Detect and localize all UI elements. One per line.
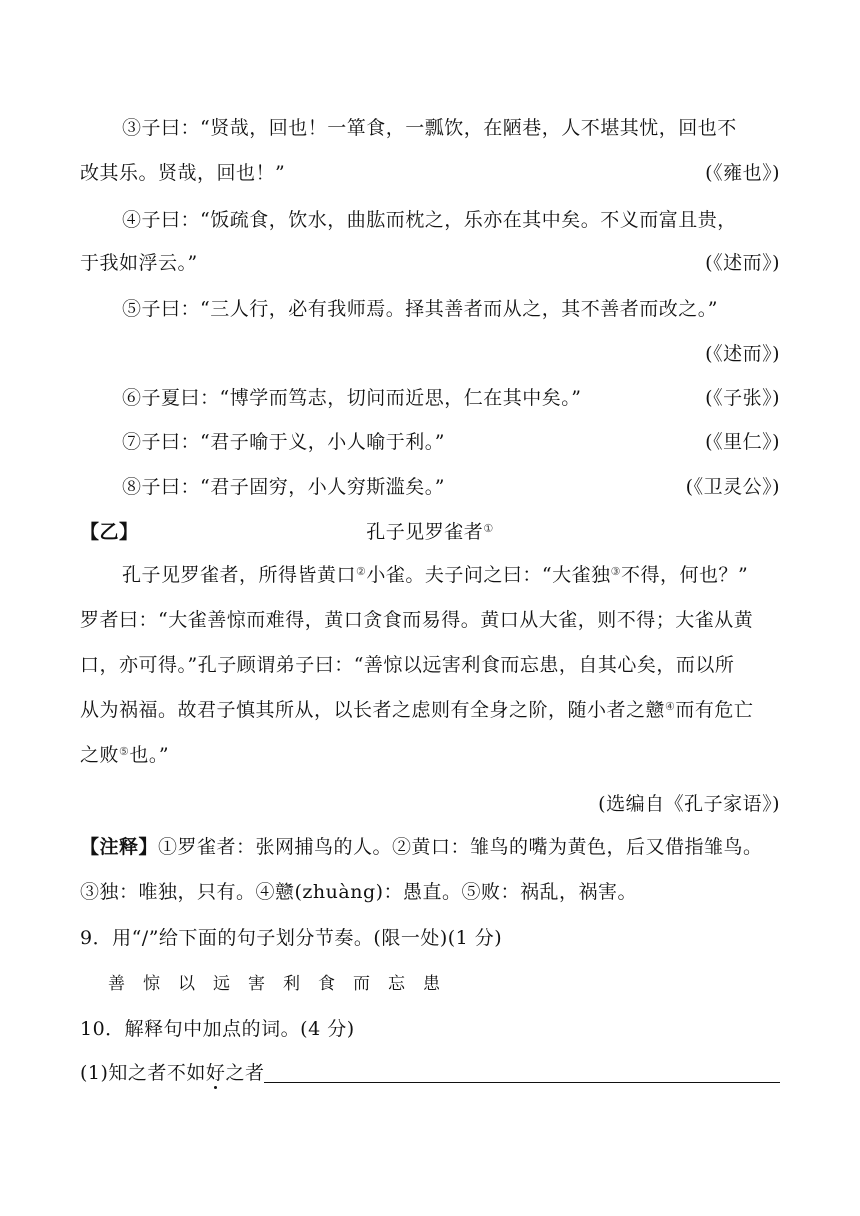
yi-passage-line-4 [80,692,780,728]
notes-text-1: ①罗雀者：张网捕鸟的人。②黄口：雏鸟的嘴为黄色，后又借指雏鸟。 [158,836,763,858]
yi-passage-line-2: 罗者曰：“大雀善惊而难得，黄口贪食而易得。黄口从大雀，则不得；大雀从黄 [80,609,754,631]
quote-4-line-1: ④子曰：“饭疏食，饮水，曲肱而枕之，乐亦在其中矣。不义而富且贵， [122,209,737,231]
notes-line-1 [80,829,780,865]
quote-7-line [122,424,780,460]
quote-4-source: (《述而》) [705,252,780,274]
question-9-prompt: 9．用“/”给下面的句子划分节奏。(限一处)(1 分) [80,927,503,949]
quote-5-line-2 [80,336,780,372]
yi-label: 【乙】 [80,521,139,543]
quote-5-line-1: ⑤子曰：“三人行，必有我师焉。择其善者而从之，其不善者而改之。” [122,298,718,320]
quote-3-line-1: ③子曰：“贤哉，回也！一箪食，一瓢饮，在陋巷，人不堪其忧，回也不 [122,117,737,139]
quote-8-line [122,469,780,505]
quote-6-source: (《子张》) [705,387,780,409]
quote-4-text: 于我如浮云。” [80,252,198,274]
notes-label: 【注释】 [80,836,159,858]
yi-text: 从为祸福。故君子慎其所从，以长者之虑则有全身之阶，随小者之戆 [80,699,666,721]
note-ref: ② [356,565,367,578]
yi-source-line [80,786,780,822]
note-ref: ③ [610,565,621,578]
notes-line-2: ③独：唯独，只有。④戆(zhuàng)：愚直。⑤败：祸乱，祸害。 [80,881,638,903]
dotted-word: 好 [206,1055,226,1091]
yi-heading [80,514,780,550]
question-10-item-1 [80,1055,780,1091]
quote-5-source: (《述而》) [705,343,780,365]
quote-8-text: ⑧子曰：“君子固穷，小人穷斯滥矣。” [122,476,445,498]
quote-3-source: (《雍也》) [705,162,780,184]
item-text: 之者 [225,1062,265,1084]
yi-title-wrap [80,514,780,550]
quote-4-line-2 [80,245,780,281]
quote-7-source: (《里仁》) [705,431,780,453]
item-text: (1)知之者不如 [80,1062,206,1084]
question-9-sentence: 善惊以远害利食而忘患 [108,974,458,994]
quote-3-line-2 [80,155,780,191]
quote-7-text: ⑦子曰：“君子喻于义，小人喻于利。” [122,431,445,453]
yi-title-note: ① [483,522,494,535]
yi-passage-line-1 [122,557,780,593]
note-ref: ⑤ [119,745,130,758]
answer-blank[interactable] [264,1060,780,1083]
quote-3-text: 改其乐。贤哉，回也！” [80,162,286,184]
yi-text: 小雀。夫子问之曰：“大雀独 [366,564,611,586]
yi-text: 也。” [129,744,170,766]
note-ref: ④ [665,700,676,713]
yi-source: (选编自《孔子家语》) [598,793,780,815]
yi-text: 孔子见罗雀者，所得皆黄口 [122,564,357,586]
yi-passage-line-5 [80,737,780,773]
yi-passage-line-3: 口，亦可得。”孔子顾谓弟子曰：“善惊以远害利食而忘患，自其心矣，而以所 [80,654,735,676]
quote-8-source: (《卫灵公》) [685,476,780,498]
yi-text: 而有危亡 [675,699,754,721]
yi-text: 之败 [80,744,120,766]
yi-text: 不得，何也？” [620,564,749,586]
yi-title: 孔子见罗雀者 [366,521,484,543]
quote-6-line [122,380,780,416]
quote-6-text: ⑥子夏曰：“博学而笃志，切问而近思，仁在其中矣。” [122,387,582,409]
question-10-prompt: 10．解释句中加点的词。(4 分) [80,1018,355,1040]
